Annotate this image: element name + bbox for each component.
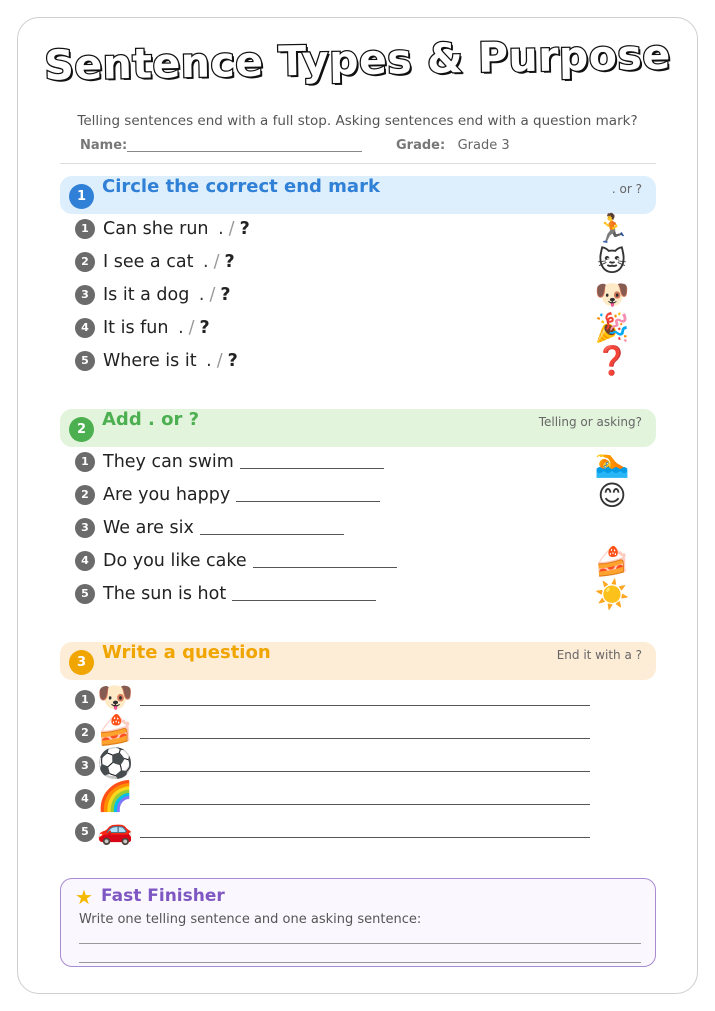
page-title: Sentence Types & Purpose: [43, 30, 672, 90]
item-text: Do you like cake: [103, 551, 247, 571]
question-mark-option[interactable]: ?: [224, 252, 235, 272]
answer-line[interactable]: [140, 705, 590, 706]
item-number: 4: [75, 318, 95, 338]
answer-line[interactable]: [140, 837, 590, 838]
full-stop-option[interactable]: .: [178, 318, 184, 338]
section-1-title: Circle the correct end mark: [102, 176, 380, 197]
answer-blank[interactable]: [253, 552, 397, 568]
item-number: 4: [75, 789, 95, 809]
item-number: 5: [75, 584, 95, 604]
name-label: Name:: [80, 138, 128, 153]
list-item: [75, 318, 210, 344]
fast-finisher-title: Fast Finisher: [101, 886, 225, 906]
picture-icon: ⚽: [97, 746, 134, 780]
item-number: 1: [75, 690, 95, 710]
picture-icon: 🐱: [597, 245, 627, 278]
picture-icon: 😊: [597, 479, 627, 512]
option-separator: /: [213, 252, 220, 272]
item-number: 2: [75, 723, 95, 743]
grade-value: Grade 3: [457, 138, 510, 153]
list-item: [75, 551, 397, 577]
option-separator: /: [228, 219, 235, 239]
item-text: It is fun: [103, 318, 169, 338]
question-mark-option[interactable]: ?: [227, 351, 238, 371]
item-text: They can swim: [103, 452, 234, 472]
full-stop-option[interactable]: .: [206, 351, 212, 371]
section-1-header: [60, 176, 656, 214]
list-item: [75, 584, 376, 610]
list-item: [75, 252, 235, 278]
item-text: The sun is hot: [103, 584, 227, 604]
section-2-number: 2: [69, 417, 94, 442]
item-text: We are six: [103, 518, 194, 538]
answer-line[interactable]: [79, 943, 641, 944]
item-text: Where is it: [103, 351, 197, 371]
list-item: [75, 219, 250, 245]
question-mark-option[interactable]: ?: [199, 318, 210, 338]
option-separator: /: [209, 285, 216, 305]
list-item: [75, 351, 238, 377]
picture-icon: 🎉: [594, 311, 630, 344]
question-mark-option[interactable]: ?: [220, 285, 231, 305]
item-text: Is it a dog: [103, 285, 190, 305]
grade-field: [396, 138, 510, 153]
answer-line[interactable]: [140, 738, 590, 739]
section-2-header: [60, 409, 656, 447]
answer-blank[interactable]: [236, 486, 380, 502]
question-mark-option[interactable]: ?: [239, 219, 250, 239]
item-number: 1: [75, 452, 95, 472]
page-subtitle: Telling sentences end with a full stop. Asking sentences end with a question mark?: [77, 113, 638, 129]
list-item: [75, 452, 384, 478]
name-field[interactable]: [80, 138, 362, 153]
header-divider: [60, 163, 656, 164]
section-1-hint: . or ?: [611, 182, 642, 196]
list-item: [75, 518, 344, 544]
section-3-header: [60, 642, 656, 680]
item-text: I see a cat: [103, 252, 194, 272]
section-1-number: 1: [69, 184, 94, 209]
item-number: 5: [75, 351, 95, 371]
item-number: 3: [75, 756, 95, 776]
picture-icon: ❓: [594, 344, 630, 377]
picture-icon: 🚗: [97, 812, 134, 846]
section-3-hint: End it with a ?: [556, 648, 642, 662]
list-item: [75, 485, 380, 511]
full-stop-option[interactable]: .: [203, 252, 209, 272]
item-number: 2: [75, 485, 95, 505]
list-item: [75, 285, 231, 311]
item-number: 5: [75, 822, 95, 842]
full-stop-option[interactable]: .: [198, 285, 205, 305]
option-separator: /: [188, 318, 195, 338]
item-number: 2: [75, 252, 95, 272]
answer-line[interactable]: [140, 804, 590, 805]
item-text: Can she run: [103, 219, 209, 239]
picture-icon: ☀️: [594, 578, 630, 611]
full-stop-option[interactable]: .: [218, 219, 224, 239]
item-number: 3: [75, 285, 95, 305]
answer-line[interactable]: [140, 771, 590, 772]
answer-blank[interactable]: [232, 585, 376, 601]
picture-icon: 🏃: [594, 212, 630, 245]
picture-icon: 🐶: [594, 278, 630, 311]
picture-icon: 🍰: [97, 713, 134, 747]
star-icon: ★: [75, 885, 93, 909]
section-3-title: Write a question: [102, 642, 271, 663]
grade-label: Grade:: [396, 138, 446, 153]
item-number: 4: [75, 551, 95, 571]
fast-finisher-box: [60, 878, 656, 967]
picture-icon: 🏊: [594, 446, 630, 479]
name-line[interactable]: [127, 138, 362, 152]
answer-line[interactable]: [79, 962, 641, 963]
item-text: Are you happy: [103, 485, 231, 505]
section-3-number: 3: [69, 650, 94, 675]
picture-icon: 🐶: [97, 680, 134, 714]
fast-finisher-instructions: Write one telling sentence and one asking sentence:: [79, 912, 422, 927]
item-number: 3: [75, 518, 95, 538]
picture-icon: 🍰: [594, 545, 630, 578]
section-2-title: Add . or ?: [102, 409, 200, 430]
item-number: 1: [75, 219, 95, 239]
answer-blank[interactable]: [200, 519, 344, 535]
answer-blank[interactable]: [240, 453, 384, 469]
section-2-hint: Telling or asking?: [538, 415, 642, 429]
option-separator: /: [216, 351, 223, 371]
picture-icon: 🌈: [97, 779, 134, 813]
